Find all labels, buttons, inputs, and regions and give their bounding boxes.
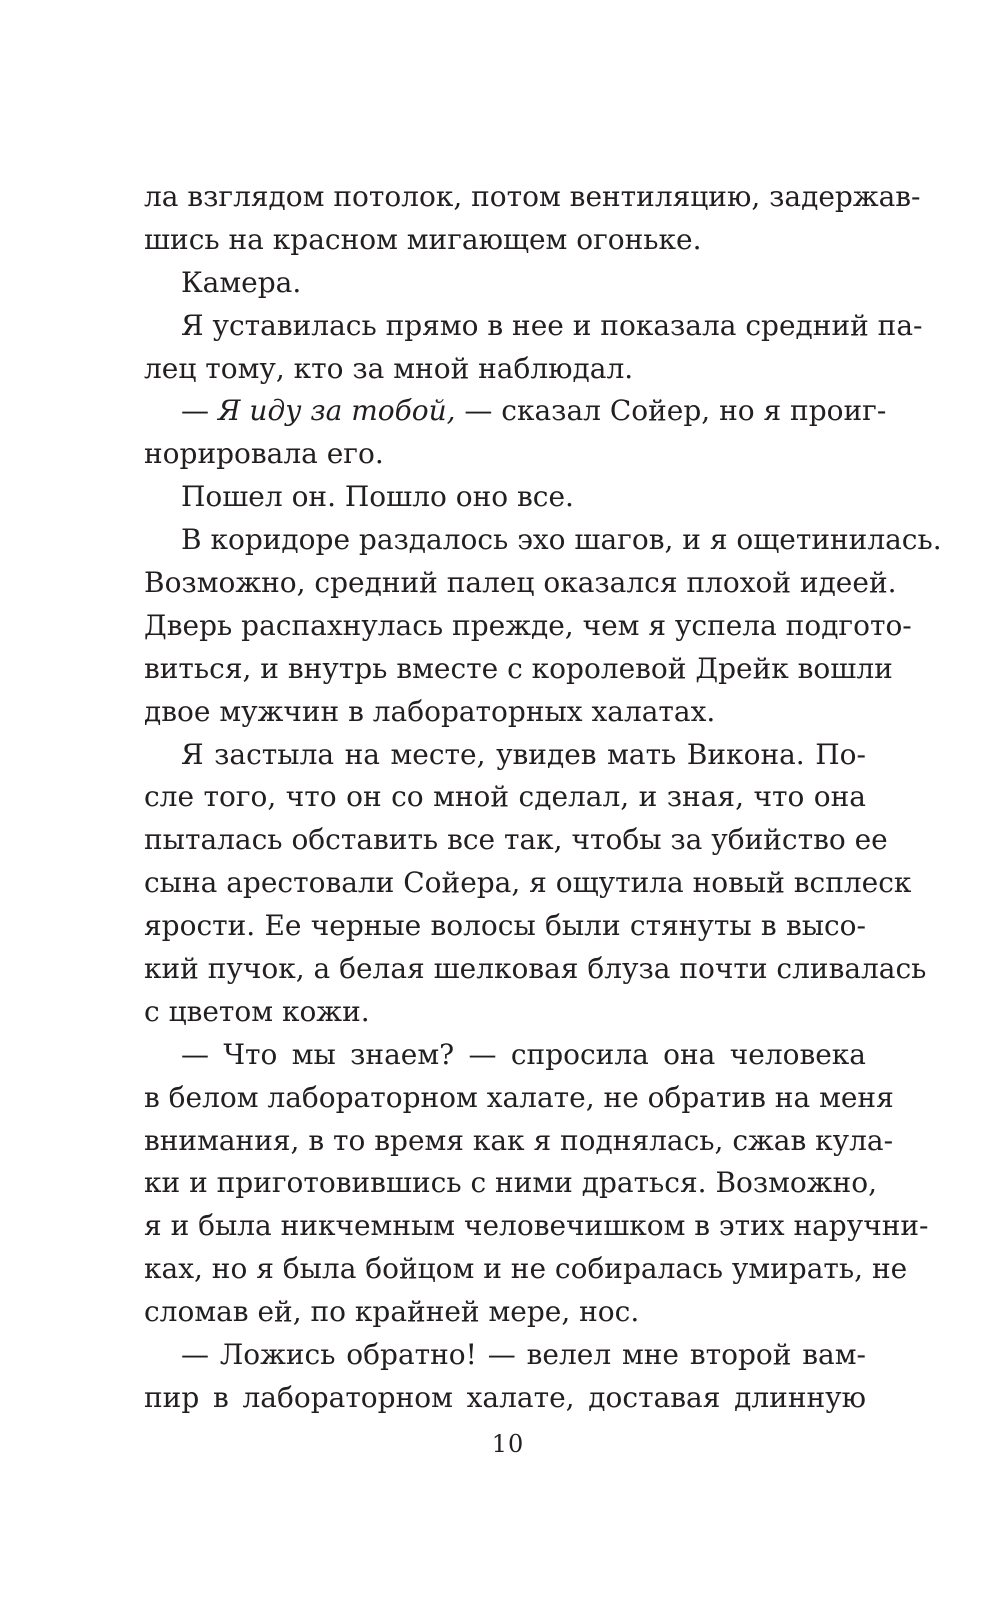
text-line: ки и приготовившись с ними драться. Возможно, <box>144 1166 877 1200</box>
text-line: виться, и внутрь вместе с королевой Дрейк вошли <box>144 651 893 685</box>
speech-tail: — сказал Сойер, но я проиг- <box>455 394 887 428</box>
text-line: — Что мы знаем? — спросила она человека <box>181 1037 866 1071</box>
dash: — <box>181 394 218 428</box>
text-line: Возможно, средний палец оказался плохой идеей. <box>144 566 897 600</box>
text-line: ярости. Ее черные волосы были стянуты в высо- <box>144 909 866 943</box>
text-line <box>144 390 887 433</box>
text-line: Пошел он. Пошло оно все. <box>181 480 574 514</box>
text-line: кий пучок, а белая шелковая блуза почти сливалась <box>144 952 927 986</box>
text-line: шись на красном мигающем огоньке. <box>144 222 702 256</box>
text-line: пыталась обставить все так, чтобы за убийство ее <box>144 823 888 857</box>
text-line: — Ложись обратно! — велел мне второй вам- <box>181 1338 866 1372</box>
page-number: 10 <box>491 1430 525 1458</box>
text-line: в белом лабораторном халате, не обратив на меня <box>144 1080 894 1114</box>
text-line: сына арестовали Сойера, я ощутила новый всплеск <box>144 866 912 900</box>
body-text <box>144 176 942 1420</box>
text-line: Я уставилась прямо в нее и показала средний па- <box>181 308 923 342</box>
italic-speech: Я иду за тобой, <box>217 394 456 428</box>
text-line: с цветом кожи. <box>144 994 370 1028</box>
text-line: ла взглядом потолок, потом вентиляцию, задержав- <box>144 180 921 213</box>
text-line: Дверь распахнулась прежде, чем я успела подгото- <box>144 608 912 642</box>
text-line: Камера. <box>181 265 302 299</box>
text-line: ках, но я была бойцом и не собиралась умирать, не <box>144 1252 908 1286</box>
text-line: сле того, что он со мной сделал, и зная, что она <box>144 780 866 814</box>
text-line: внимания, в то время как я поднялась, сжав кула- <box>144 1123 894 1157</box>
text-line: двое мужчин в лабораторных халатах. <box>144 694 716 728</box>
text-line: пир в лабораторном халате, доставая длинную <box>144 1380 866 1414</box>
text-line: сломав ей, по крайней мере, нос. <box>144 1295 640 1329</box>
text-line: норировала его. <box>144 437 384 471</box>
text-line: Я застыла на месте, увидев мать Викона. По- <box>181 737 866 771</box>
text-line: В коридоре раздалось эхо шагов, и я ощетинилась. <box>181 523 942 557</box>
text-line: лец тому, кто за мной наблюдал. <box>144 351 634 385</box>
text-line: я и была никчемным человечишком в этих наручни- <box>144 1209 929 1243</box>
